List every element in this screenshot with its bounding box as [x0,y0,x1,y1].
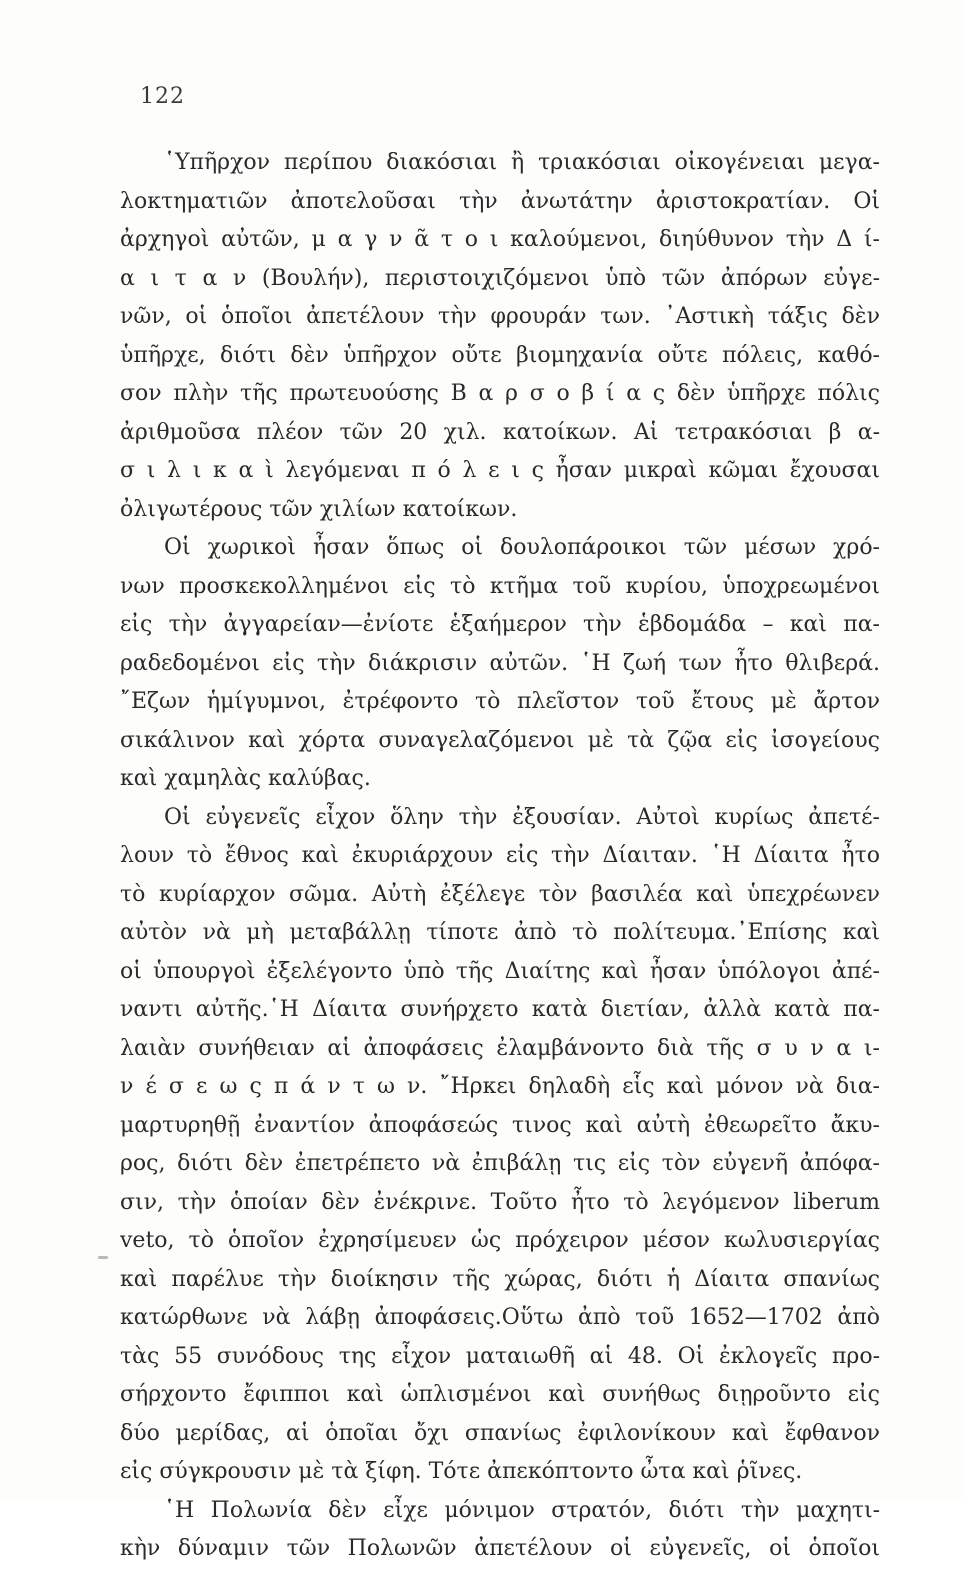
text-line: κὴν δύναμιν τῶν Πολωνῶν ἀπετέλουν οἱ εὐγενεῖς, οἱ ὁποῖοι [120,1536,880,1561]
text-line: σήρχοντο ἔφιπποι καὶ ὡπλισμένοι καὶ συνήθως διῃροῦντο εἰς [120,1382,880,1407]
text-line: κατώρθωνε νὰ λάβῃ ἀποφάσεις.Οὕτω ἀπὸ τοῦ 1652—1702 ἀπὸ [120,1305,880,1330]
text-line: τὰς 55 συνόδους της εἶχον ματαιωθῆ αἱ 48. Οἱ ἐκλογεῖς προ- [120,1343,880,1369]
text-line: ἀρχηγοὶ αὐτῶν, μ α γ ν ᾶ τ ο ι καλούμενοι, διηύθυνον τὴν Δ ί- [120,227,880,252]
text-line: λαιὰν συνήθειαν αἱ ἀποφάσεις ἐλαμβάνοντο διὰ τῆς σ υ ν α ι- [120,1035,880,1061]
text-line: σον πλὴν τῆς πρωτευούσης Β α ρ σ ο β ί α ς δὲν ὑπῆρχε πόλις [120,381,880,406]
text-line: νων προσκεκολλημένοι εἰς τὸ κτῆμα τοῦ κυρίου, ὑποχρεωμένοι [120,573,880,599]
text-line: veto, τὸ ὁποῖον ἐχρησίμευεν ὡς πρόχειρον μέσον κωλυσιεργίας [120,1228,880,1253]
text-line: εἰς τὴν ἀγγαρείαν—ἐνίοτε ἑξαήμερον τὴν ἑβδομάδα – καὶ πα- [120,612,880,637]
text-line: δύο μερίδας, αἱ ὁποῖαι ὄχι σπανίως ἐφιλονίκουν καὶ ἔφθανον [120,1420,880,1446]
text-line: νῶν, οἱ ὁποῖοι ἀπετέλουν τὴν φρουράν των. ᾿Αστικὴ τάξις δὲν [120,304,880,329]
page-number: 122 [140,84,185,109]
text-line: ραδεδομένοι εἰς τὴν διάκρισιν αὐτῶν. ῾Η ζωή των ἦτο θλιβερά. [120,650,880,676]
text-line: ῎Εζων ἡμίγυμνοι, ἐτρέφοντο τὸ πλεῖστον τοῦ ἔτους μὲ ἄρτον [120,689,880,714]
text-line: α ι τ α ν (Βουλήν), περιστοιχιζόμενοι ὑπὸ τῶν ἀπόρων εὐγε- [120,265,880,291]
text-line: ναντι αὐτῆς.῾Η Δίαιτα συνήρχετο κατὰ διετίαν, ἀλλὰ κατὰ πα- [120,997,880,1022]
text-line: μαρτυρηθῇ ἐναντίον ἀποφάσεώς τινος καὶ αὐτὴ ἐθεωρεῖτο ἄκυ- [120,1112,880,1138]
text-line: Οἱ χωρικοὶ ἦσαν ὅπως οἱ δουλοπάροικοι τῶν μέσων χρό- [164,535,880,560]
text-line: Οἱ εὐγενεῖς εἶχον ὅλην τὴν ἐξουσίαν. Αὐτοὶ κυρίως ἀπετέ- [164,804,880,830]
text-line: ρος, διότι δὲν ἐπετρέπετο νὰ ἐπιβάλῃ τις εἰς τὸν εὐγενῆ ἀπόφα- [120,1151,880,1176]
text-line: τὸ κυρίαρχον σῶμα. Αὐτὴ ἐξέλεγε τὸν βασιλέα καὶ ὑπεχρέωνεν [120,881,880,907]
text-line: ῾Η Πολωνία δὲν εἶχε μόνιμον στρατόν, διότι τὴν μαχητι- [164,1497,880,1523]
text-line: ἀριθμοῦσα πλέον τῶν 20 χιλ. κατοίκων. Αἱ τετρακόσιαι β α- [120,419,880,445]
text-line: σιν, τὴν ὁποίαν δὲν ἐνέκρινε. Τοῦτο ἦτο τὸ λεγόμενον liberum [120,1189,880,1215]
text-line: σικάλινον καὶ χόρτα συναγελαζόμενοι μὲ τὰ ζῷα εἰς ἰσογείους [120,727,880,753]
text-line: ῾Υπῆρχον περίπου διακόσιαι ἢ τριακόσιαι οἰκογένειαι μεγα- [164,150,880,175]
text-line: εἰς σύγκρουσιν μὲ τὰ ξίφη. Τότε ἀπεκόπτοντο ὦτα καὶ ῥῖνες. [120,1459,803,1484]
text-line: αὐτὸν νὰ μὴ μεταβάλλῃ τίποτε ἀπὸ τὸ πολίτευμα.᾿Επίσης καὶ [120,920,880,945]
text-line: λοκτηματιῶν ἀποτελοῦσαι τὴν ἀνωτάτην ἀριστοκρατίαν. Οἱ [120,188,880,214]
text-line: ὀλιγωτέρους τῶν χιλίων κατοίκων. [120,496,518,522]
text-line: ὑπῆρχε, διότι δὲν ὑπῆρχον οὔτε βιομηχανία οὔτε πόλεις, καθό- [120,342,880,368]
margin-mark [98,1256,108,1259]
text-line: λουν τὸ ἔθνος καὶ ἐκυριάρχουν εἰς τὴν Δίαιταν. ῾Η Δίαιτα ἦτο [120,843,880,868]
text-line: καὶ χαμηλὰς καλύβας. [120,766,371,791]
text-line: ν έ σ ε ω ς π ά ν τ ω ν. ῎Ηρκει δηλαδὴ εἷς καὶ μόνον νὰ δια- [120,1074,880,1099]
text-line: σ ι λ ι κ α ὶ λεγόμεναι π ό λ ε ι ς ἦσαν μικραὶ κῶμαι ἔχουσαι [120,458,880,483]
text-line: καὶ παρέλυε τὴν διοίκησιν τῆς χώρας, διότι ἡ Δίαιτα σπανίως [120,1266,880,1292]
text-line: οἱ ὑπουργοὶ ἐξελέγοντο ὑπὸ τῆς Διαίτης καὶ ἦσαν ὑπόλογοι ἀπέ- [120,958,880,984]
body-text [120,144,880,1569]
